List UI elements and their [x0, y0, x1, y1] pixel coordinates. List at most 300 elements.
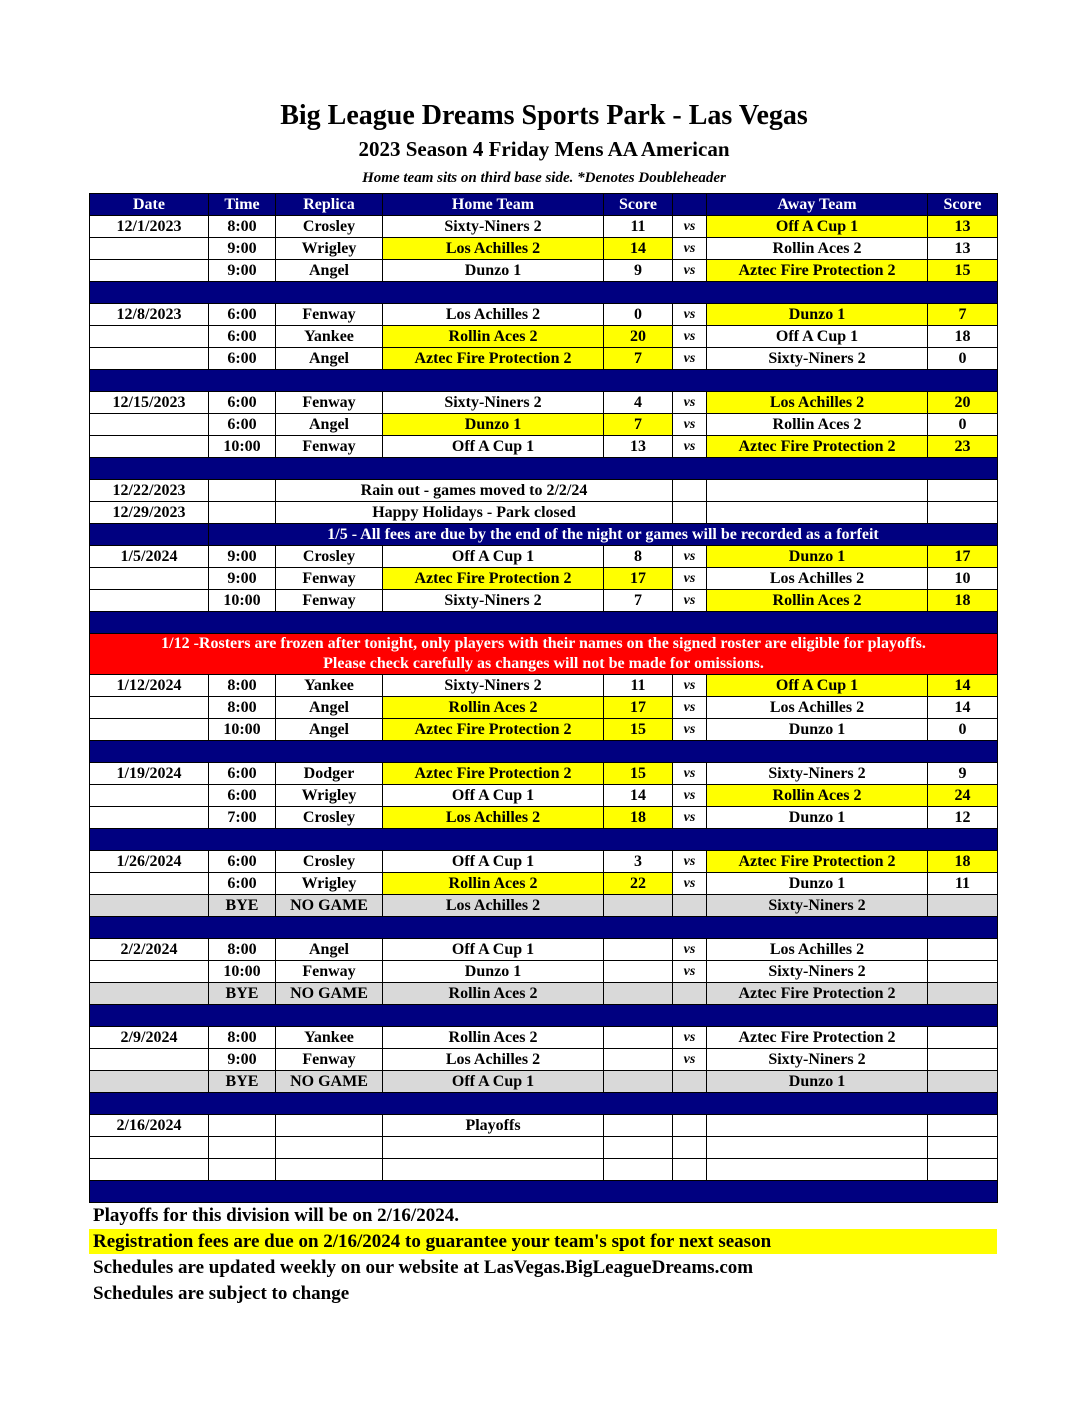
separator-row [90, 1093, 998, 1115]
game-date [90, 807, 209, 829]
game-row [90, 785, 998, 807]
header-away-score: Score [928, 194, 998, 216]
vs-label: vs [673, 216, 707, 238]
vs-label: vs [673, 238, 707, 260]
away-team: Aztec Fire Protection 2 [707, 851, 928, 873]
away-score: 15 [928, 260, 998, 282]
game-row [90, 697, 998, 719]
away-team: Rollin Aces 2 [707, 414, 928, 436]
away-team: Off A Cup 1 [707, 216, 928, 238]
playoff-row [90, 1115, 998, 1137]
vs-label: vs [673, 675, 707, 697]
game-row [90, 568, 998, 590]
away-team [707, 1137, 928, 1159]
game-date: 1/26/2024 [90, 851, 209, 873]
vs-label [673, 502, 707, 524]
footer-disclaimer: Schedules are subject to change [93, 1283, 350, 1304]
away-score: 7 [928, 304, 998, 326]
game-date [90, 895, 209, 917]
separator-cell [90, 829, 998, 851]
game-date [90, 414, 209, 436]
header-away-team: Away Team [707, 194, 928, 216]
game-field: Wrigley [276, 238, 383, 260]
game-row [90, 260, 998, 282]
separator-cell [90, 741, 998, 763]
notice-row [90, 524, 998, 546]
vs-label: vs [673, 785, 707, 807]
away-team: Aztec Fire Protection 2 [707, 983, 928, 1005]
away-score: 17 [928, 546, 998, 568]
away-team: Dunzo 1 [707, 1071, 928, 1093]
footer-playoffs: Playoffs for this division will be on 2/16/2024. [93, 1205, 459, 1226]
game-row [90, 304, 998, 326]
vs-label: vs [673, 873, 707, 895]
separator-cell [90, 917, 998, 939]
away-team: Dunzo 1 [707, 719, 928, 741]
away-team: Los Achilles 2 [707, 568, 928, 590]
separator-cell [90, 458, 998, 480]
game-field: Yankee [276, 326, 383, 348]
vs-label [673, 983, 707, 1005]
game-row [90, 873, 998, 895]
game-field: Angel [276, 414, 383, 436]
home-score [604, 983, 673, 1005]
home-team: Los Achilles 2 [383, 304, 604, 326]
alert-cell [90, 634, 998, 675]
game-date [90, 568, 209, 590]
home-team: Dunzo 1 [383, 414, 604, 436]
game-field: Yankee [276, 1027, 383, 1049]
game-time: 10:00 [209, 590, 276, 612]
game-time: BYE [209, 895, 276, 917]
game-field: Crosley [276, 546, 383, 568]
game-field: Fenway [276, 436, 383, 458]
game-time: 6:00 [209, 763, 276, 785]
home-team: Sixty-Niners 2 [383, 216, 604, 238]
game-time: BYE [209, 1071, 276, 1093]
away-team: Dunzo 1 [707, 304, 928, 326]
home-score [604, 1049, 673, 1071]
home-team: Rollin Aces 2 [383, 697, 604, 719]
game-field: Fenway [276, 961, 383, 983]
game-time [209, 480, 276, 502]
game-field: NO GAME [276, 983, 383, 1005]
game-field: Crosley [276, 851, 383, 873]
home-team: Sixty-Niners 2 [383, 675, 604, 697]
vs-label: vs [673, 304, 707, 326]
game-time: 6:00 [209, 873, 276, 895]
home-score: 7 [604, 590, 673, 612]
alert-line-2: Please check carefully as changes will not be made for omissions. [323, 655, 764, 672]
away-team: Dunzo 1 [707, 546, 928, 568]
separator-cell [90, 370, 998, 392]
game-field: Fenway [276, 1049, 383, 1071]
home-score [604, 1115, 673, 1137]
home-team: Aztec Fire Protection 2 [383, 348, 604, 370]
game-date [90, 961, 209, 983]
game-field: NO GAME [276, 1071, 383, 1093]
game-time: 6:00 [209, 785, 276, 807]
game-time: 6:00 [209, 326, 276, 348]
game-row [90, 939, 998, 961]
separator-cell [90, 282, 998, 304]
separator-row [90, 458, 998, 480]
away-score: 18 [928, 326, 998, 348]
date-blank [90, 524, 209, 546]
game-field: Crosley [276, 216, 383, 238]
game-row [90, 1049, 998, 1071]
vs-label: vs [673, 326, 707, 348]
game-date: 2/2/2024 [90, 939, 209, 961]
away-score: 9 [928, 763, 998, 785]
game-field: NO GAME [276, 895, 383, 917]
away-score [928, 961, 998, 983]
game-date: 12/15/2023 [90, 392, 209, 414]
alert-line-1: 1/12 -Rosters are frozen after tonight, only players with their names on the signed roster are eligible for playoffs. [161, 635, 926, 652]
game-time: 10:00 [209, 719, 276, 741]
away-team: Rollin Aces 2 [707, 590, 928, 612]
away-team: Aztec Fire Protection 2 [707, 1027, 928, 1049]
home-team: Los Achilles 2 [383, 1049, 604, 1071]
home-score: 4 [604, 392, 673, 414]
game-field: Angel [276, 348, 383, 370]
away-score [928, 895, 998, 917]
game-time: 6:00 [209, 392, 276, 414]
away-team [707, 1115, 928, 1137]
game-date: 12/22/2023 [90, 480, 209, 502]
home-team: Los Achilles 2 [383, 238, 604, 260]
game-field [276, 1159, 383, 1181]
schedule-body [90, 216, 998, 1203]
message-text: Rain out - games moved to 2/2/24 [276, 480, 673, 502]
away-score: 0 [928, 719, 998, 741]
game-field: Yankee [276, 675, 383, 697]
game-time: 10:00 [209, 961, 276, 983]
game-row [90, 961, 998, 983]
home-team: Aztec Fire Protection 2 [383, 568, 604, 590]
game-date [90, 785, 209, 807]
message-row [90, 502, 998, 524]
separator-cell [90, 1005, 998, 1027]
away-team: Off A Cup 1 [707, 675, 928, 697]
game-date [90, 238, 209, 260]
separator-row [90, 741, 998, 763]
vs-label: vs [673, 546, 707, 568]
away-team [707, 502, 928, 524]
away-score: 11 [928, 873, 998, 895]
vs-label [673, 1115, 707, 1137]
game-date [90, 1137, 209, 1159]
home-score [604, 939, 673, 961]
away-team: Sixty-Niners 2 [707, 763, 928, 785]
home-score: 17 [604, 568, 673, 590]
game-date: 12/1/2023 [90, 216, 209, 238]
separator-row [90, 1181, 998, 1203]
game-field: Angel [276, 697, 383, 719]
vs-label: vs [673, 719, 707, 741]
separator-cell [90, 1181, 998, 1203]
game-time: 8:00 [209, 1027, 276, 1049]
home-score: 17 [604, 697, 673, 719]
game-date [90, 983, 209, 1005]
game-row [90, 1027, 998, 1049]
game-time: 8:00 [209, 697, 276, 719]
game-time: BYE [209, 983, 276, 1005]
game-time: 9:00 [209, 546, 276, 568]
schedule-table [89, 193, 998, 1203]
game-row [90, 414, 998, 436]
game-date: 12/29/2023 [90, 502, 209, 524]
vs-label [673, 895, 707, 917]
away-score [928, 1071, 998, 1093]
vs-label [673, 480, 707, 502]
game-field: Fenway [276, 392, 383, 414]
away-team: Los Achilles 2 [707, 697, 928, 719]
away-score [928, 983, 998, 1005]
game-date [90, 719, 209, 741]
game-date [90, 873, 209, 895]
game-date: 2/16/2024 [90, 1115, 209, 1137]
home-team [383, 1137, 604, 1159]
vs-label: vs [673, 1027, 707, 1049]
page-subtitle: 2023 Season 4 Friday Mens AA American [358, 137, 730, 161]
game-row [90, 216, 998, 238]
home-score: 3 [604, 851, 673, 873]
away-score [928, 1159, 998, 1181]
game-date [90, 590, 209, 612]
game-field: Angel [276, 260, 383, 282]
game-time: 8:00 [209, 675, 276, 697]
away-score [928, 939, 998, 961]
header-vs [673, 194, 707, 216]
header-home-score: Score [604, 194, 673, 216]
game-row [90, 348, 998, 370]
away-score: 0 [928, 348, 998, 370]
schedule-note: Home team sits on third base side. *Denotes Doubleheader [362, 170, 726, 186]
away-score: 24 [928, 785, 998, 807]
separator-row [90, 917, 998, 939]
bye-row [90, 1071, 998, 1093]
home-team: Playoffs [383, 1115, 604, 1137]
playoff-row [90, 1159, 998, 1181]
game-row [90, 675, 998, 697]
away-score [928, 1115, 998, 1137]
home-team: Off A Cup 1 [383, 939, 604, 961]
home-score: 8 [604, 546, 673, 568]
away-score: 10 [928, 568, 998, 590]
away-team: Rollin Aces 2 [707, 785, 928, 807]
vs-label: vs [673, 436, 707, 458]
home-score: 14 [604, 785, 673, 807]
vs-label: vs [673, 939, 707, 961]
game-date [90, 697, 209, 719]
home-score: 22 [604, 873, 673, 895]
game-date [90, 260, 209, 282]
home-team: Los Achilles 2 [383, 807, 604, 829]
bye-row [90, 983, 998, 1005]
away-score [928, 1027, 998, 1049]
away-team [707, 480, 928, 502]
home-score: 7 [604, 414, 673, 436]
notice-text: 1/5 - All fees are due by the end of the night or games will be recorded as a forfeit [209, 524, 998, 546]
vs-label: vs [673, 568, 707, 590]
away-team: Sixty-Niners 2 [707, 1049, 928, 1071]
away-team: Aztec Fire Protection 2 [707, 436, 928, 458]
home-score: 0 [604, 304, 673, 326]
separator-row [90, 829, 998, 851]
away-team: Dunzo 1 [707, 807, 928, 829]
home-team: Rollin Aces 2 [383, 326, 604, 348]
game-date: 1/19/2024 [90, 763, 209, 785]
playoff-row [90, 1137, 998, 1159]
game-time [209, 1115, 276, 1137]
game-field [276, 1137, 383, 1159]
separator-row [90, 612, 998, 634]
away-score [928, 480, 998, 502]
vs-label: vs [673, 590, 707, 612]
game-time: 8:00 [209, 939, 276, 961]
header-row [90, 194, 998, 216]
game-time [209, 1137, 276, 1159]
game-row [90, 326, 998, 348]
home-score: 7 [604, 348, 673, 370]
game-date [90, 348, 209, 370]
game-date: 1/5/2024 [90, 546, 209, 568]
home-team: Off A Cup 1 [383, 436, 604, 458]
game-row [90, 763, 998, 785]
home-score [604, 1071, 673, 1093]
away-score: 14 [928, 697, 998, 719]
bye-row [90, 895, 998, 917]
game-field: Fenway [276, 590, 383, 612]
home-score: 11 [604, 675, 673, 697]
vs-label [673, 1071, 707, 1093]
game-date: 2/9/2024 [90, 1027, 209, 1049]
away-score: 12 [928, 807, 998, 829]
home-team: Sixty-Niners 2 [383, 590, 604, 612]
game-time: 9:00 [209, 1049, 276, 1071]
vs-label: vs [673, 697, 707, 719]
away-team: Rollin Aces 2 [707, 238, 928, 260]
game-date [90, 326, 209, 348]
game-time: 10:00 [209, 436, 276, 458]
home-team [383, 1159, 604, 1181]
game-row [90, 436, 998, 458]
game-time: 9:00 [209, 260, 276, 282]
game-time: 9:00 [209, 238, 276, 260]
home-team: Aztec Fire Protection 2 [383, 719, 604, 741]
game-time: 9:00 [209, 568, 276, 590]
game-row [90, 392, 998, 414]
vs-label: vs [673, 260, 707, 282]
separator-row [90, 1005, 998, 1027]
game-time: 6:00 [209, 851, 276, 873]
away-team: Sixty-Niners 2 [707, 961, 928, 983]
vs-label: vs [673, 763, 707, 785]
vs-label: vs [673, 392, 707, 414]
message-row [90, 480, 998, 502]
away-team [707, 1159, 928, 1181]
game-field: Wrigley [276, 873, 383, 895]
home-score: 11 [604, 216, 673, 238]
header-replica: Replica [276, 194, 383, 216]
home-score [604, 961, 673, 983]
game-time: 8:00 [209, 216, 276, 238]
page-title: Big League Dreams Sports Park - Las Vegas [280, 100, 808, 131]
home-score: 20 [604, 326, 673, 348]
away-score: 18 [928, 590, 998, 612]
home-score: 15 [604, 763, 673, 785]
game-time: 6:00 [209, 414, 276, 436]
away-team: Dunzo 1 [707, 873, 928, 895]
game-row [90, 546, 998, 568]
home-score: 13 [604, 436, 673, 458]
away-team: Los Achilles 2 [707, 392, 928, 414]
alert-row [90, 634, 998, 675]
home-score: 14 [604, 238, 673, 260]
home-score [604, 1137, 673, 1159]
away-score: 23 [928, 436, 998, 458]
separator-cell [90, 1093, 998, 1115]
game-field: Fenway [276, 304, 383, 326]
vs-label [673, 1159, 707, 1181]
game-date [90, 1049, 209, 1071]
game-time: 6:00 [209, 348, 276, 370]
away-score [928, 1137, 998, 1159]
separator-cell [90, 612, 998, 634]
game-field: Crosley [276, 807, 383, 829]
footer-website: Schedules are updated weekly on our website at LasVegas.BigLeagueDreams.com [93, 1257, 754, 1278]
game-time: 6:00 [209, 304, 276, 326]
footer-registration: Registration fees are due on 2/16/2024 to guarantee your team's spot for next season [89, 1229, 997, 1254]
away-team: Sixty-Niners 2 [707, 348, 928, 370]
away-team: Aztec Fire Protection 2 [707, 260, 928, 282]
home-team: Off A Cup 1 [383, 785, 604, 807]
game-date [90, 1071, 209, 1093]
game-date [90, 436, 209, 458]
away-score: 13 [928, 216, 998, 238]
away-team: Off A Cup 1 [707, 326, 928, 348]
game-field: Dodger [276, 763, 383, 785]
game-row [90, 807, 998, 829]
vs-label: vs [673, 851, 707, 873]
separator-row [90, 370, 998, 392]
game-time [209, 502, 276, 524]
game-row [90, 590, 998, 612]
home-team: Rollin Aces 2 [383, 983, 604, 1005]
home-team: Rollin Aces 2 [383, 873, 604, 895]
vs-label: vs [673, 414, 707, 436]
home-team: Dunzo 1 [383, 260, 604, 282]
home-score [604, 1159, 673, 1181]
home-score: 9 [604, 260, 673, 282]
header-time: Time [209, 194, 276, 216]
away-score [928, 502, 998, 524]
away-score: 14 [928, 675, 998, 697]
vs-label: vs [673, 961, 707, 983]
home-team: Rollin Aces 2 [383, 1027, 604, 1049]
game-row [90, 851, 998, 873]
game-field: Wrigley [276, 785, 383, 807]
home-score [604, 1027, 673, 1049]
home-team: Aztec Fire Protection 2 [383, 763, 604, 785]
away-team: Los Achilles 2 [707, 939, 928, 961]
home-team: Off A Cup 1 [383, 1071, 604, 1093]
home-score: 18 [604, 807, 673, 829]
game-date [90, 1159, 209, 1181]
home-team: Sixty-Niners 2 [383, 392, 604, 414]
game-time [209, 1159, 276, 1181]
